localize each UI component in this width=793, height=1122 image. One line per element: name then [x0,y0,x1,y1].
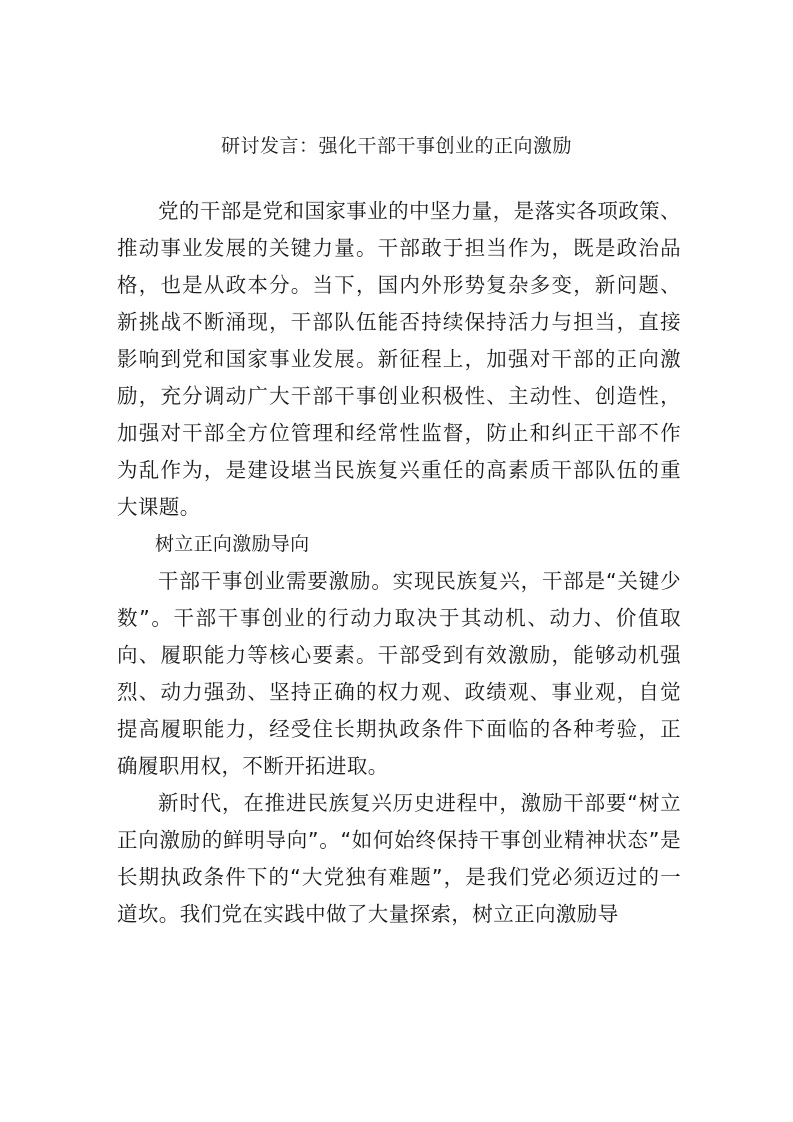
section-heading: 树立正向激励导向 [155,533,310,555]
document-title: 研讨发言：强化干部干事创业的正向激励 [220,135,572,157]
paragraph-new-era: 新时代，在推进民族复兴历史进程中，激励干部要“树立正向激励的鲜明导向”。“如何始终保持干事创业精神状态”是长期执政条件下的“大党独有难题”，是我们党必须迈过的一道坎。我们党在实践中做了大量探索，树立正向激励导 [117,791,681,926]
paragraph-intro: 党的干部是党和国家事业的中坚力量，是落实各项政策、推动事业发展的关键力量。干部敢于担当作为，既是政治品格，也是从政本分。当下，国内外形势复杂多变，新问题、新挑战不断涌现，干部队伍能否持续保持活力与担当，直接影响到党和国家事业发展。新征程上，加强对干部的正向激励，充分调动广大干部干事创业积极性、主动性、创造性，加强对干部全方位管理和经常性监督，防止和纠正干部不作为乱作为，是建设堪当民族复兴重任的高素质干部队伍的重大课题。 [117,199,681,519]
document-body [117,193,681,933]
paragraph-incentive-need: 干部干事创业需要激励。实现民族复兴，干部是“关键少数”。干部干事创业的行动力取决于其动机、动力、价值取向、履职能力等核心要素。干部受到有效激励，能够动机强烈、动力强劲、坚持正确的权力观、政绩观、事业观，自觉提高履职能力，经受住长期执政条件下面临的各种考验，正确履职用权，不断开拓进取。 [117,569,681,778]
